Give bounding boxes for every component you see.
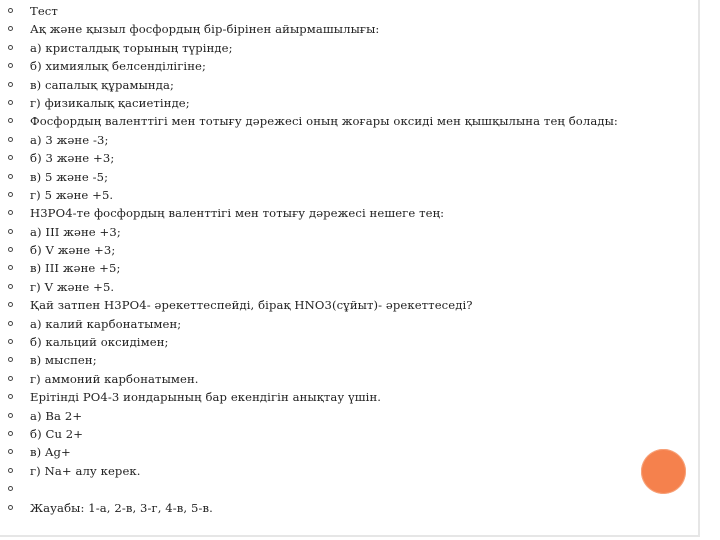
answer-option: б) Cu 2+: [30, 426, 84, 441]
bullet-icon: [8, 357, 13, 362]
bullet-icon: [8, 505, 13, 510]
answer-option: б) химиялық белсенділігіне;: [30, 59, 207, 74]
answer-option: в) ІІІ және +5;: [30, 261, 121, 276]
list-item: [8, 259, 688, 277]
list-item: [8, 20, 688, 38]
bullet-icon: [8, 339, 13, 344]
bullet-icon: [8, 284, 13, 289]
list-item: [8, 388, 688, 406]
list-item: [8, 425, 688, 443]
list-item: [8, 278, 688, 296]
question-1: Ақ және қызыл фосфордың бір-бірінен айырмашылығы:: [30, 22, 380, 37]
bullet-icon: [8, 155, 13, 160]
bullet-icon: [8, 321, 13, 326]
answer-option: а) Ва 2+: [30, 408, 83, 423]
bullet-icon: [8, 394, 13, 399]
list-item: [8, 2, 688, 20]
list-item: [8, 57, 688, 75]
bullet-icon: [8, 174, 13, 179]
list-item: [8, 186, 688, 204]
answer-option: г) аммоний карбонатымен.: [30, 371, 199, 386]
bullet-icon: [8, 118, 13, 123]
list-item: [8, 499, 688, 517]
bullet-icon: [8, 45, 13, 50]
answer-option: г) Na+ алу керек.: [30, 463, 141, 478]
bullet-icon: [8, 265, 13, 270]
bullet-icon: [8, 449, 13, 454]
answer-option: б) кальций оксидімен;: [30, 335, 169, 350]
test-title: Тест: [30, 4, 58, 18]
question-5: Ерітінді РО4-3 иондарының бар екендігін анықтау үшін.: [30, 390, 382, 405]
list-item: [8, 351, 688, 369]
list-item: [8, 241, 688, 259]
question-2: Фосфордың валенттігі мен тотығу дәрежесі оның жоғары оксиді мен қышқылына тең болады:: [30, 114, 618, 129]
bullet-icon: [8, 8, 13, 13]
bullet-icon: [8, 137, 13, 142]
bullet-icon: [8, 431, 13, 436]
list-item: [8, 370, 688, 388]
bullet-icon: [8, 376, 13, 381]
answer-option: г) V және +5.: [30, 279, 115, 294]
answer-option: в) 5 және -5;: [30, 169, 109, 184]
list-item: [8, 223, 688, 241]
list-item: [8, 149, 688, 167]
list-item: [8, 407, 688, 425]
list-item: [8, 94, 688, 112]
answer-option: б) 3 және +3;: [30, 151, 115, 166]
list-item: [8, 296, 688, 314]
bullet-icon: [8, 247, 13, 252]
answer-option: а) ІІІ және +3;: [30, 224, 121, 239]
bullet-icon: [8, 229, 13, 234]
list-item: [8, 315, 688, 333]
list-item: [8, 76, 688, 94]
bullet-icon: [8, 468, 13, 473]
answer-option: г) физикалық қасиетінде;: [30, 95, 190, 110]
answer-option: а) 3 және -3;: [30, 132, 109, 147]
answer-option: в) сапалық құрамында;: [30, 77, 175, 92]
list-item: [8, 443, 688, 461]
list-item: [8, 112, 688, 130]
list-item: [8, 333, 688, 351]
bullet-icon: [8, 100, 13, 105]
bullet-icon: [8, 63, 13, 68]
decorative-circle: [641, 449, 686, 494]
answer-option: а) калий карбонатымен;: [30, 316, 182, 331]
slide-content: [8, 2, 688, 517]
answer-option: а) кристалдық торының түрінде;: [30, 40, 233, 55]
question-3: Н3РО4-те фосфордың валенттігі мен тотығу дәрежесі нешеге тең:: [30, 206, 445, 221]
bullet-icon: [8, 486, 13, 491]
answer-option: г) 5 және +5.: [30, 187, 114, 202]
list-item: [8, 480, 688, 498]
bullet-icon: [8, 210, 13, 215]
question-4: Қай затпен Н3РО4- әрекеттеспейді, бірақ HNO3(сұйыт)- әрекеттеседі?: [30, 298, 473, 313]
bullet-icon: [8, 413, 13, 418]
list-item: [8, 168, 688, 186]
list-item: [8, 131, 688, 149]
bullet-icon: [8, 82, 13, 87]
list-item: [8, 462, 688, 480]
answer-key: Жауабы: 1-а, 2-в, 3-г, 4-в, 5-в.: [30, 500, 213, 515]
answer-option: в) мыспен;: [30, 353, 97, 368]
answer-option: в) Ag+: [30, 445, 71, 460]
bullet-icon: [8, 26, 13, 31]
list-item: [8, 204, 688, 222]
bullet-icon: [8, 302, 13, 307]
list-item: [8, 39, 688, 57]
bullet-icon: [8, 192, 13, 197]
answer-option: б) V және +3;: [30, 243, 116, 258]
